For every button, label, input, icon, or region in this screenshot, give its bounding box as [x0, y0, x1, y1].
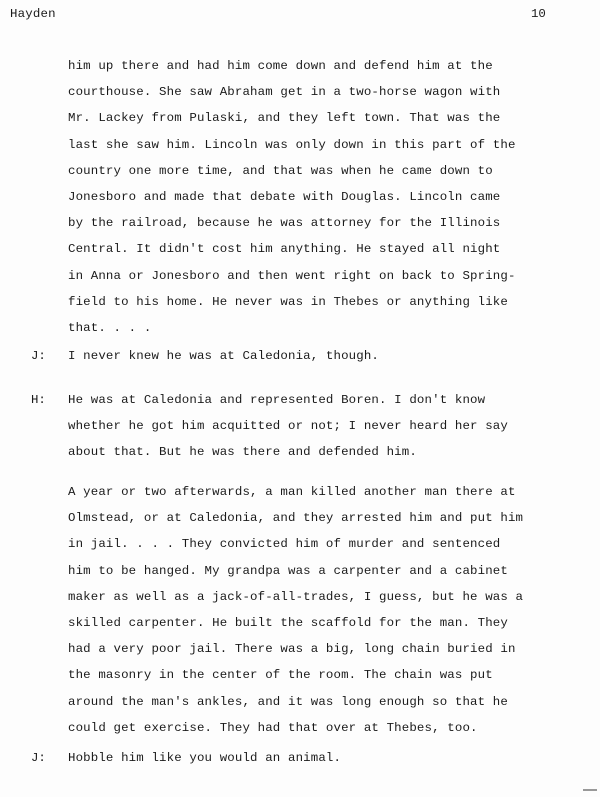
transcript-line: the masonry in the center of the room. The chain was put: [68, 668, 493, 683]
speaker-label: H:: [31, 393, 46, 407]
transcript-line: Mr. Lackey from Pulaski, and they left town. That was the: [68, 111, 501, 126]
transcript-line: Hobble him like you would an animal.: [68, 751, 342, 765]
transcript-line: in Anna or Jonesboro and then went right on back to Spring-: [68, 268, 516, 283]
transcript-line: could get exercise. They had that over at Thebes, too.: [68, 720, 478, 735]
transcript-line: courthouse. She saw Abraham get in a two-horse wagon with: [68, 85, 501, 100]
transcript-line: He was at Caledonia and represented Boren. I don't know: [68, 393, 486, 407]
transcript-line: him to be hanged. My grandpa was a carpenter and a cabinet: [68, 563, 508, 578]
transcript-line: had a very poor jail. There was a big, long chain buried in: [68, 642, 516, 657]
transcript-line: A year or two afterwards, a man killed another man there at: [68, 485, 516, 499]
transcript-line: in jail. . . . They convicted him of murder and sentenced: [68, 537, 501, 552]
transcript-line: skilled carpenter. He built the scaffold for the man. They: [68, 616, 508, 630]
speaker-label: J:: [31, 349, 46, 363]
transcript-line: about that. But he was there and defended him.: [68, 445, 417, 460]
transcript-line: him up there and had him come down and defend him at the: [68, 59, 493, 73]
header-interviewee-name: Hayden: [10, 7, 56, 21]
page-edge-mark: [583, 789, 597, 791]
transcript-line: field to his home. He never was in Thebes or anything like: [68, 294, 508, 309]
transcript-line: whether he got him acquitted or not; I never heard her say: [68, 419, 508, 434]
speaker-label: J:: [31, 751, 46, 765]
transcript-line: last she saw him. Lincoln was only down in this part of the: [68, 137, 516, 152]
page-number: 10: [531, 7, 546, 21]
transcript-line: by the railroad, because he was attorney for the Illinois: [68, 216, 501, 231]
transcript-line: Jonesboro and made that debate with Douglas. Lincoln came: [68, 190, 501, 204]
transcript-line: Central. It didn't cost him anything. He stayed all night: [68, 242, 501, 257]
transcript-line: around the man's ankles, and it was long enough so that he: [68, 694, 508, 709]
transcript-line: that. . . .: [68, 321, 152, 335]
transcript-line: maker as well as a jack-of-all-trades, I guess, but he was a: [68, 589, 524, 604]
transcript-line: Olmstead, or at Caledonia, and they arrested him and put him: [68, 511, 524, 526]
transcript-line: I never knew he was at Caledonia, though.: [68, 349, 380, 363]
transcript-line: country one more time, and that was when he came down to: [68, 163, 493, 178]
